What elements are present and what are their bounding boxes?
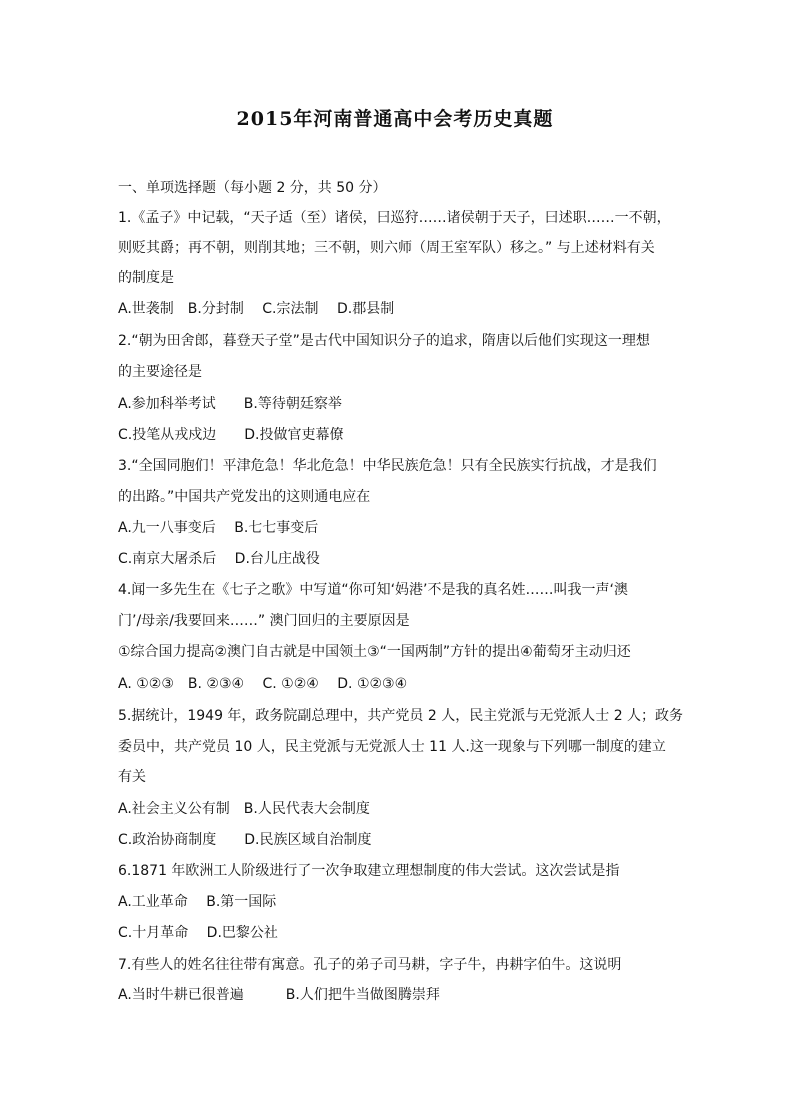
section-heading: 一、单项选择题（每小题 2 分，共 50 分） [118,180,387,196]
question-7-stem-line: 7.有些人的姓名往往带有寓意。孔子的弟子司马耕，字子牛，冉耕字伯牛。这说明 [118,957,622,973]
question-1-stem-line: 则贬其爵；再不朝，则削其地；三不朝，则六师（周王室军队）移之。” 与上述材料有关 [118,240,655,256]
question-5-stem-line: 5.据统计，1949 年，政务院副总理中，共产党员 2 人，民主党派与无党派人士 2 人；政务 [118,708,684,724]
question-2-stem-line: 的主要途径是 [118,364,202,380]
question-2-options: A.参加科举考试 B.等待朝廷察举 [118,396,342,412]
question-4-stem-line: 门’/母亲/我要回来……” 澳门回归的主要原因是 [118,613,410,629]
question-4-stem-line: ①综合国力提高②澳门自古就是中国领土③“一国两制”方针的提出④葡萄牙主动归还 [118,644,631,660]
question-2-stem-line: 2.“朝为田舍郎，暮登天子堂”是古代中国知识分子的追求，隋唐以后他们实现这一理想 [118,333,650,349]
question-3-stem-line: 3.“全国同胞们！平津危急！华北危急！中华民族危急！只有全民族实行抗战，才是我们 [118,458,657,474]
question-3-options: A.九一八事变后 B.七七事变后 [118,520,319,536]
question-6-options: C.十月革命 D.巴黎公社 [118,925,278,941]
question-5-options: A.社会主义公有制 B.人民代表大会制度 [118,801,370,817]
question-4-stem-line: 4.闻一多先生在《七子之歌》中写道“你可知‘妈港’不是我的真名姓……叫我一声‘澳 [118,582,628,598]
question-1-options: A.世袭制 B.分封制 C.宗法制 D.郡县制 [118,301,395,317]
page-title: 2015年河南普通高中会考历史真题 [236,108,554,130]
question-1-stem-line: 1.《孟子》中记载，“天子适（至）诸侯，曰巡狩……诸侯朝于天子，曰述职……一不朝， [118,210,671,226]
question-7-options: A.当时牛耕已很普遍 B.人们把牛当做图腾崇拜 [118,987,440,1003]
question-4-options: A. ①②③ B. ②③④ C. ①②④ D. ①②③④ [118,676,408,692]
question-6-options: A.工业革命 B.第一国际 [118,894,277,910]
question-3-options: C.南京大屠杀后 D.台儿庄战役 [118,551,320,567]
question-6-stem-line: 6.1871 年欧洲工人阶级进行了一次争取建立理想制度的伟大尝试。这次尝试是指 [118,863,620,879]
question-1-stem-line: 的制度是 [118,270,174,286]
question-2-options: C.投笔从戎戍边 D.投做官吏幕僚 [118,427,344,443]
question-5-stem-line: 有关 [118,769,146,785]
question-3-stem-line: 的出路。”中国共产党发出的这则通电应在 [118,489,371,505]
question-5-stem-line: 委员中，共产党员 10 人，民主党派与无党派人士 11 人.这一现象与下列哪一制度的建立 [118,739,666,755]
question-5-options: C.政治协商制度 D.民族区域自治制度 [118,832,372,848]
